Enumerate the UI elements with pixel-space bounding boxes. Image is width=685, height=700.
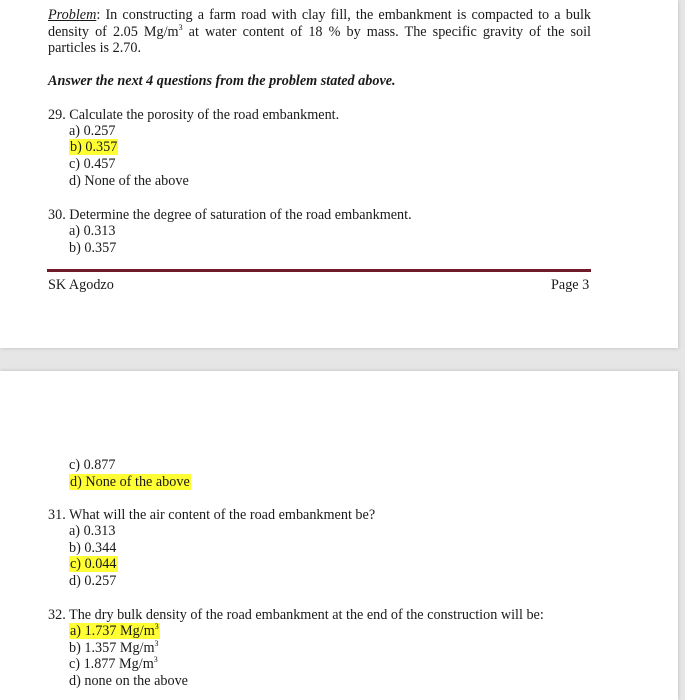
q31-option-c-answer [69,556,118,572]
question-32: 32. The dry bulk density of the road embankment at the end of the construction will be: [48,607,544,623]
question-29: 29. Calculate the porosity of the road embankment. [48,107,340,123]
q32-option-c-text: c) 1.877 Mg/m [69,656,154,672]
q30-option-c: c) 0.877 [69,457,116,473]
instruction-text: Answer the next 4 questions from the problem stated above. [48,73,396,89]
document-page-1 [0,0,678,348]
cubic-superscript: 3 [154,622,159,631]
cubic-superscript: 3 [153,655,158,664]
question-31: 31. What will the air content of the road embankment be? [48,507,376,523]
problem-label: Problem [48,7,97,23]
q32-option-c [69,656,158,672]
answer-highlight [69,623,160,639]
problem-text-2: at water content of 18 % by mass. The specific gravity of the soil particles is 2.70. [48,23,591,56]
q32-option-d: d) none on the above [69,673,188,689]
q29-option-b-answer [69,139,118,155]
q29-option-d: d) None of the above [69,173,189,189]
q29-option-a: a) 0.257 [69,123,116,139]
answer-highlight: d) None of the above [70,474,190,490]
q30-option-d-answer [69,474,191,490]
q32-option-a-text: a) 1.737 Mg/m [70,623,155,639]
problem-statement [48,7,591,57]
problem-text-1: : In constructing a farm road with clay fill, the embankment is compacted to a bulk density of 2.05 Mg/m [48,7,591,40]
footer-rule [47,269,591,272]
q30-option-b: b) 0.357 [69,240,117,256]
answer-highlight: b) 0.357 [70,139,118,155]
q31-option-d: d) 0.257 [69,573,117,589]
answer-highlight: c) 0.044 [70,556,117,572]
q30-option-a: a) 0.313 [69,223,116,239]
q31-option-b: b) 0.344 [69,540,117,556]
cubic-superscript: 3 [178,22,183,32]
q32-option-a-answer [69,623,160,639]
footer-author: SK Agodzo [48,277,114,293]
q32-option-b-text: b) 1.357 Mg/m [69,640,155,656]
q29-option-c: c) 0.457 [69,156,116,172]
cubic-superscript: 3 [154,639,159,648]
footer-page-number: Page 3 [551,277,590,293]
q31-option-a: a) 0.313 [69,523,116,539]
document-page-2 [0,371,678,700]
q32-option-b [69,640,159,656]
question-30: 30. Determine the degree of saturation of the road embankment. [48,207,412,223]
